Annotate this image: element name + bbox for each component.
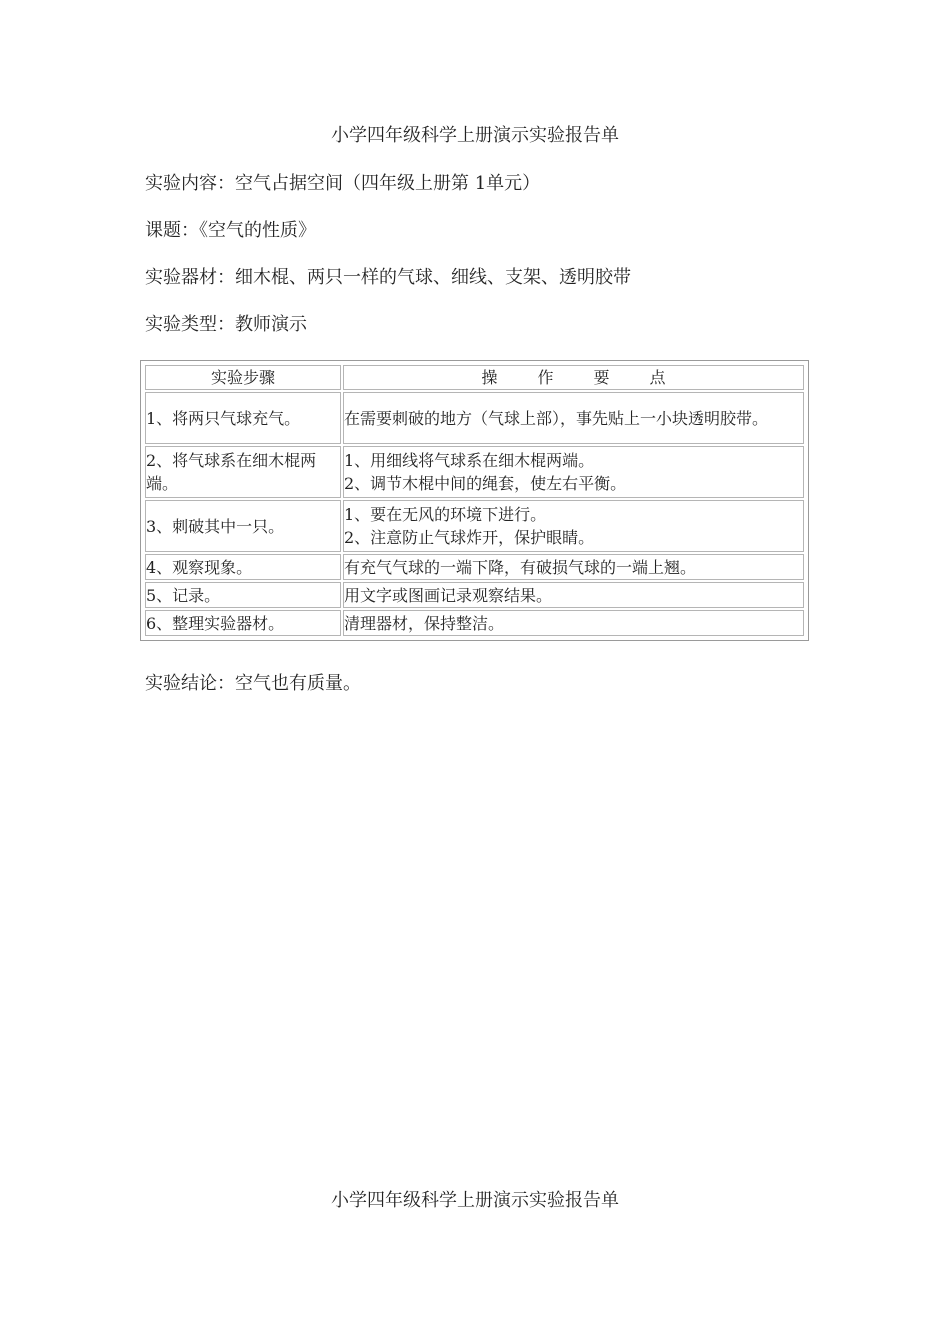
experiment-materials	[145, 266, 631, 290]
table-row	[145, 446, 804, 498]
ops-line: 在需要刺破的地方（气球上部），事先贴上一小块透明胶带。	[344, 408, 769, 428]
next-page-title: 小学四年级科学上册演示实验报告单	[331, 1190, 619, 1211]
ops-line: 1、要在无风的环境下进行。	[344, 505, 547, 524]
experiment-type-value: 教师演示	[235, 314, 307, 335]
step-cell: 2、将气球系在细木棍两端。	[145, 446, 341, 498]
step-cell: 6、整理实验器材。	[145, 610, 341, 636]
page-title: 小学四年级科学上册演示实验报告单	[331, 125, 619, 146]
ops-line: 用文字或图画记录观察结果。	[344, 585, 553, 605]
ops-cell	[343, 610, 804, 636]
table-row	[145, 500, 804, 552]
table-row	[145, 610, 804, 636]
experiment-type	[145, 313, 307, 337]
step-cell: 1、将两只气球充气。	[145, 392, 341, 444]
step-cell: 3、刺破其中一只。	[145, 500, 341, 552]
table-row	[145, 392, 804, 444]
ops-cell	[343, 582, 804, 608]
table-row	[145, 554, 804, 580]
experiment-materials-label: 实验器材：	[145, 267, 235, 288]
step-cell: 5、记录。	[145, 582, 341, 608]
lesson-topic-value: 《空气的性质》	[199, 220, 316, 241]
step-cell: 4、观察现象。	[145, 554, 341, 580]
lesson-topic-label: 课题：	[145, 220, 199, 241]
ops-cell	[343, 500, 804, 552]
ops-line: 1、用细线将气球系在细木棍两端。	[344, 451, 595, 470]
ops-cell	[343, 392, 804, 444]
lesson-topic	[145, 219, 316, 243]
ops-line: 2、注意防止气球炸开，保护眼睛。	[344, 528, 595, 547]
table-row	[145, 582, 804, 608]
header-operations: 操作要点	[343, 365, 804, 390]
experiment-content	[145, 172, 540, 196]
ops-cell	[343, 554, 804, 580]
experiment-content-label: 实验内容：	[145, 173, 235, 194]
table-header-row	[145, 365, 804, 390]
experiment-conclusion	[145, 672, 361, 696]
ops-line: 清理器材，保持整洁。	[344, 613, 505, 633]
experiment-conclusion-label: 实验结论：	[145, 673, 235, 694]
header-steps: 实验步骤	[145, 365, 341, 390]
experiment-type-label: 实验类型：	[145, 314, 235, 335]
experiment-content-value: 空气占据空间（四年级上册第 1单元）	[235, 173, 541, 194]
ops-cell	[343, 446, 804, 498]
steps-table	[143, 363, 806, 638]
experiment-materials-value: 细木棍、两只一样的气球、细线、支架、透明胶带	[235, 267, 631, 288]
steps-table-frame	[140, 360, 809, 641]
ops-line: 2、调节木棍中间的绳套，使左右平衡。	[344, 474, 627, 493]
experiment-conclusion-value: 空气也有质量。	[235, 673, 361, 694]
ops-line: 有充气气球的一端下降，有破损气球的一端上翘。	[344, 557, 697, 577]
